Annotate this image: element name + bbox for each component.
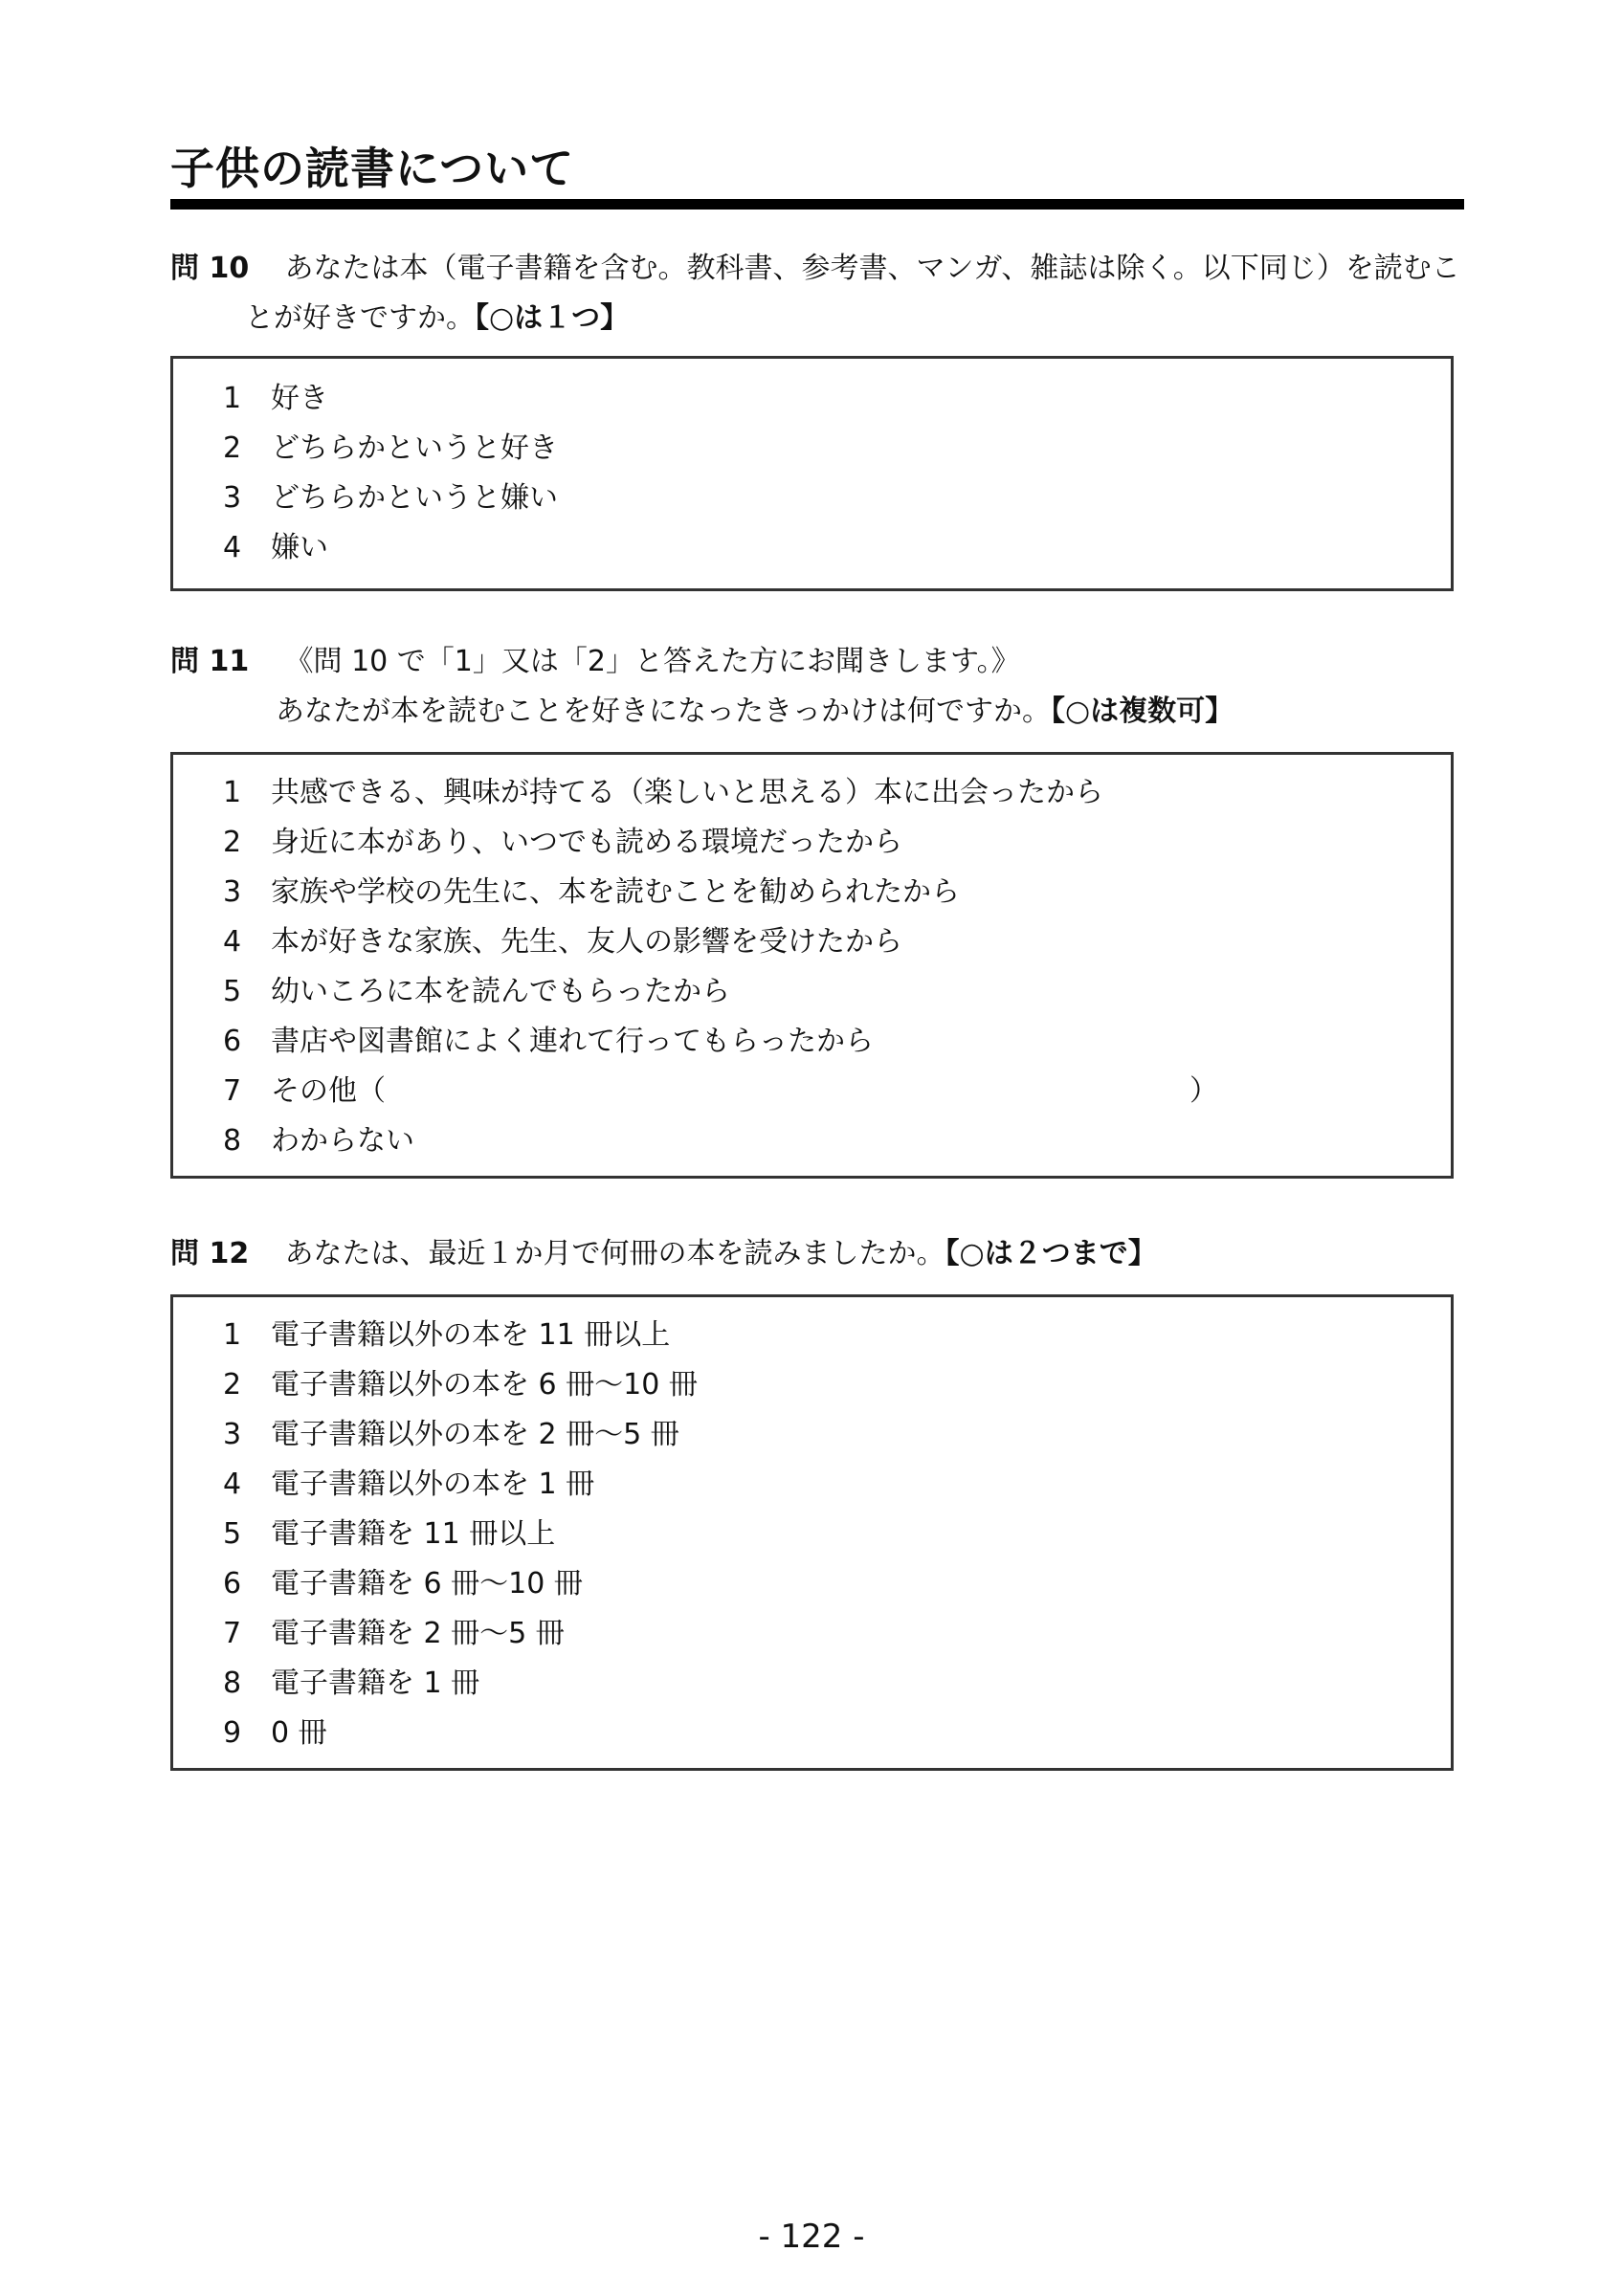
section-title: 子供の読書について [170, 143, 575, 194]
q10-text-line2: とが好きですか。 [245, 301, 475, 335]
q10-options-box [170, 356, 1454, 591]
q11-condition: 《問 10 で「1」又は「2」と答えた方にお聞きします。》 [284, 645, 1020, 678]
q10-option-3[interactable]: 3 どちらかというと嫌い [223, 481, 558, 515]
q11-option-4[interactable]: 4 本が好きな家族、先生、友人の影響を受けたから [223, 925, 902, 959]
q12-option-4[interactable]: 4 電子書籍以外の本を 1 冊 [223, 1468, 595, 1501]
q12-number: 問 12 [170, 1237, 250, 1270]
q10-option-1[interactable]: 1 好き [223, 382, 328, 415]
page-number: - 122 - [758, 2218, 865, 2256]
q12-option-8[interactable]: 8 電子書籍を 1 冊 [223, 1667, 480, 1700]
q10-number: 問 10 [170, 252, 250, 285]
q12-options-box [170, 1294, 1454, 1771]
q12-option-9[interactable]: 9 0 冊 [223, 1716, 327, 1750]
q12-instruction: 【○は２つまで】 [945, 1237, 1157, 1270]
q11-option-8[interactable]: 8 わからない [223, 1124, 414, 1158]
q12-text: あなたは、最近１か月で何冊の本を読みましたか。 [284, 1237, 945, 1270]
q12-option-5[interactable]: 5 電子書籍を 11 冊以上 [223, 1517, 556, 1551]
q11-option-7-other[interactable]: 7 その他（ [223, 1074, 386, 1108]
q12-option-6[interactable]: 6 電子書籍を 6 冊～10 冊 [223, 1567, 583, 1601]
q10-option-2[interactable]: 2 どちらかというと好き [223, 431, 558, 465]
q11-options-box [170, 752, 1454, 1179]
q12-option-1[interactable]: 1 電子書籍以外の本を 11 冊以上 [223, 1318, 671, 1352]
q10-option-4[interactable]: 4 嫌い [223, 531, 328, 564]
q11-number: 問 11 [170, 645, 250, 678]
q10-text-line1: あなたは本（電子書籍を含む。教科書、参考書、マンガ、雑誌は除く。以下同じ）を読むこ [284, 252, 1460, 285]
q11-option-3[interactable]: 3 家族や学校の先生に、本を読むことを勧められたから [223, 875, 960, 909]
q11-text: あなたが本を読むことを好きになったきっかけは何ですか。 [276, 695, 1051, 728]
q11-other-close-paren: ） [1189, 1074, 1218, 1108]
title-underline [170, 199, 1464, 210]
q11-heading [170, 637, 1472, 687]
q10-heading [170, 244, 1472, 294]
q12-heading [170, 1229, 1472, 1279]
q10-heading-line2 [245, 294, 629, 343]
q10-instruction: 【○は１つ】 [475, 301, 630, 335]
q11-option-5[interactable]: 5 幼いころに本を読んでもらったから [223, 975, 730, 1008]
q12-option-2[interactable]: 2 電子書籍以外の本を 6 冊～10 冊 [223, 1368, 698, 1402]
q11-instruction: 【○は複数可】 [1051, 695, 1234, 728]
q12-option-7[interactable]: 7 電子書籍を 2 冊～5 冊 [223, 1617, 565, 1650]
q11-heading-line2 [276, 687, 1234, 737]
q11-option-6[interactable]: 6 書店や図書館によく連れて行ってもらったから [223, 1025, 874, 1058]
q11-option-2[interactable]: 2 身近に本があり、いつでも読める環境だったから [223, 826, 902, 859]
q11-option-1[interactable]: 1 共感できる、興味が持てる（楽しいと思える）本に出会ったから [223, 776, 1103, 809]
q12-option-3[interactable]: 3 電子書籍以外の本を 2 冊～5 冊 [223, 1418, 679, 1451]
